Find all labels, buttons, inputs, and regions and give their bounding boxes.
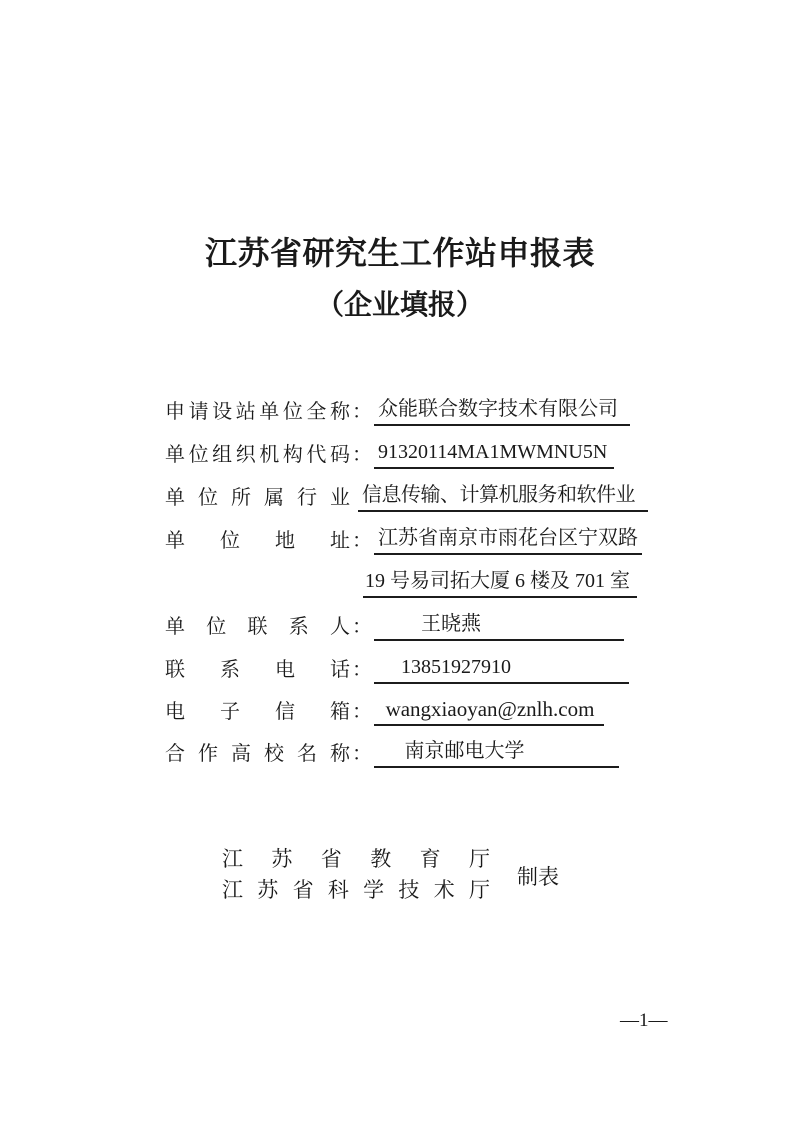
field-label: 单位地址 [165, 530, 350, 552]
field-value-underlined: 众能联合数字技术有限公司 [374, 395, 630, 426]
field-value-underlined: 江苏省南京市雨花台区宁双路 [374, 524, 642, 555]
field-colon: ： [352, 530, 372, 552]
form-row-email [165, 695, 604, 726]
field-colon: ： [352, 659, 372, 681]
form-row-unit-name [165, 395, 630, 426]
field-colon: ： [352, 401, 372, 423]
field-label: 单位所属行业 [165, 487, 350, 509]
field-label: 单位联系人 [165, 616, 350, 638]
page-title: 江苏省研究生工作站申报表 [204, 235, 595, 271]
form-row-address [165, 524, 642, 555]
field-label: 电子信箱 [165, 701, 350, 723]
page-subtitle: （企业填报） [315, 290, 484, 321]
form-row-org-code [165, 438, 614, 469]
field-value-underlined: 南京邮电大学 [374, 737, 619, 768]
form-row-university [165, 737, 619, 768]
footer-org-education-dept: 江苏省教育厅 [222, 847, 490, 871]
field-value-underlined: 王晓燕 [374, 610, 624, 641]
page-number: —1— [620, 1010, 668, 1031]
form-row-phone [165, 653, 629, 684]
field-colon: ： [352, 701, 372, 723]
field-label: 单位组织机构代码 [165, 444, 350, 466]
field-colon: ： [352, 616, 372, 638]
field-value-underlined: 信息传输、计算机服务和软件业 [358, 481, 648, 512]
footer-form-made-by: 制表 [517, 865, 559, 889]
form-row-industry [165, 481, 648, 512]
form-row-contact-person [165, 610, 624, 641]
field-value-address-line2: 19 号易司拓大厦 6 楼及 701 室 [363, 567, 637, 598]
field-label: 合作高校名称 [165, 743, 350, 765]
footer-org-science-dept: 江苏省科学技术厅 [222, 878, 490, 902]
field-colon: ： [352, 743, 372, 765]
field-label: 申请设站单位全称 [165, 401, 350, 423]
field-value-underlined: 91320114MA1MWMNU5N [374, 438, 614, 469]
field-label: 联系电话 [165, 659, 350, 681]
field-colon: ： [352, 444, 372, 466]
field-value-underlined: 13851927910 [374, 653, 629, 684]
field-value-underlined: wangxiaoyan@znlh.com [374, 695, 604, 726]
